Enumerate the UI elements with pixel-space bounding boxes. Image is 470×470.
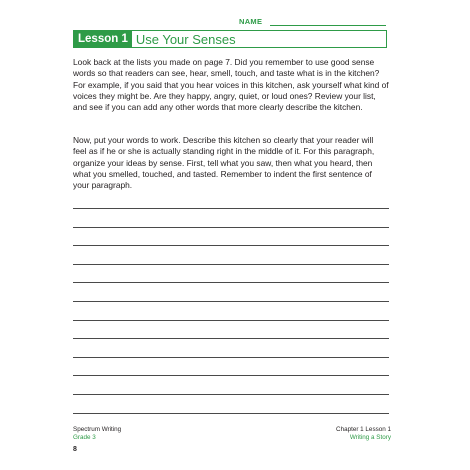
lesson-title: Use Your Senses [135,31,236,47]
footer-book-title: Spectrum Writing [73,426,122,433]
writing-line[interactable] [73,413,389,414]
writing-line[interactable] [73,338,389,339]
writing-line[interactable] [73,301,389,302]
name-label: NAME [239,17,263,26]
footer-section: Writing a Story [349,434,391,441]
writing-line[interactable] [73,394,389,395]
footer-right [336,426,391,442]
instruction-paragraph-1: Look back at the lists you made on page 7. Did you remember to use good sense words so that readers can see, hear, smell, touch, and taste what is in the kitchen? For example, if you said that you hear voices in this kitchen, ask yourself what kind of voices they might be. Are they happy, angry, quiet, or loud ones? Review your list, and see if you can add any other words that more clearly describe the kitchen. [73,57,389,113]
page-number: 8 [73,446,77,453]
writing-line[interactable] [73,282,389,283]
writing-line[interactable] [73,357,389,358]
footer-chapter: Chapter 1 Lesson 1 [336,426,391,433]
name-underline[interactable] [270,25,386,26]
lesson-header [73,30,387,48]
lesson-tag: Lesson 1 [74,31,132,47]
name-field [239,17,386,29]
writing-line[interactable] [73,245,389,246]
writing-line[interactable] [73,320,389,321]
footer-grade: Grade 3 [73,434,96,441]
writing-line[interactable] [73,227,389,228]
instruction-paragraph-2: Now, put your words to work. Describe this kitchen so clearly that your reader will feel as if he or she is actually standing right in the middle of it. For this paragraph, organize your ideas by sense. First, tell what you saw, then what you heard, then what you smelled, touched, and tasted. Remember to indent the first sentence of your paragraph. [73,135,375,191]
footer-left [73,426,121,442]
writing-line[interactable] [73,375,389,376]
writing-line[interactable] [73,264,389,265]
writing-line[interactable] [73,208,389,209]
